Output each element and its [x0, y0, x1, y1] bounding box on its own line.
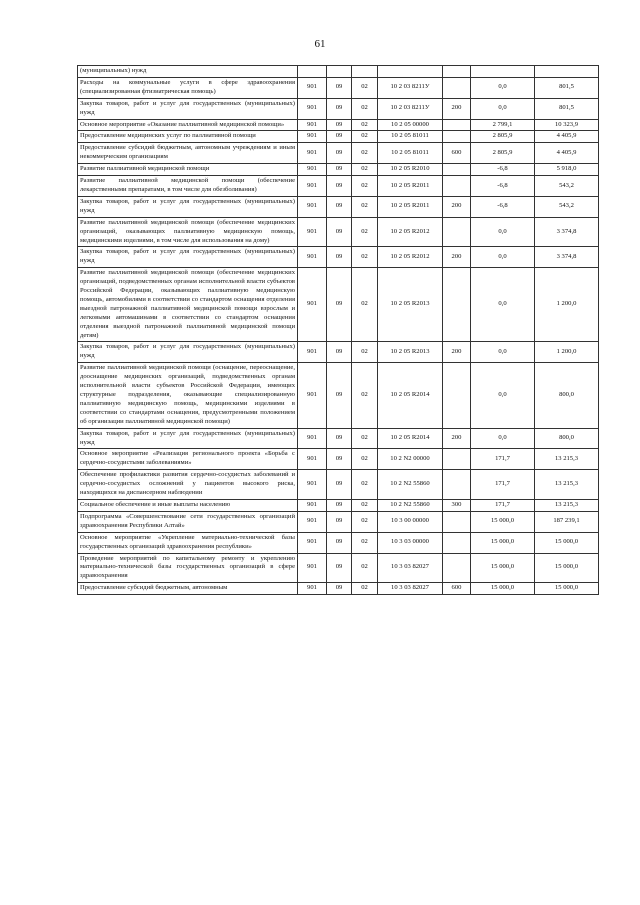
target-article-cell: 10 3 03 00000: [378, 532, 443, 553]
amount-2-cell: 10 323,9: [535, 119, 599, 131]
admin-code-cell: 901: [298, 553, 327, 583]
section-code-cell: 09: [327, 268, 352, 342]
target-article-cell: 10 2 05 R2012: [378, 247, 443, 268]
amount-1-cell: 2 799,1: [471, 119, 535, 131]
amount-2-cell: 4 405,9: [535, 131, 599, 143]
admin-code-cell: 901: [298, 470, 327, 500]
admin-code-cell: 901: [298, 164, 327, 176]
amount-1-cell: 0,0: [471, 428, 535, 449]
table-row: [78, 449, 599, 470]
section-code-cell: 09: [327, 428, 352, 449]
expense-type-cell: [443, 119, 471, 131]
section-code-cell: 09: [327, 164, 352, 176]
amount-1-cell: 0,0: [471, 247, 535, 268]
expense-type-cell: [443, 449, 471, 470]
table-row: [78, 583, 599, 595]
table-row: [78, 131, 599, 143]
target-article-cell: 10 3 03 82027: [378, 583, 443, 595]
expense-type-cell: [443, 77, 471, 98]
target-article-cell: 10 2 05 R2014: [378, 363, 443, 428]
target-article-cell: 10 2 05 R2013: [378, 268, 443, 342]
amount-1-cell: 2 805,9: [471, 131, 535, 143]
amount-1-cell: -6,8: [471, 164, 535, 176]
amount-2-cell: 15 000,0: [535, 532, 599, 553]
admin-code-cell: 901: [298, 131, 327, 143]
target-article-cell: 10 2 05 R2013: [378, 342, 443, 363]
target-article-cell: [378, 66, 443, 78]
admin-code-cell: 901: [298, 532, 327, 553]
subsection-code-cell: [352, 66, 378, 78]
row-name-cell: Предоставление медицинских услуг по паллиативной помощи: [78, 131, 298, 143]
row-name-cell: Развитие паллиативной медицинской помощи (обеспечение медицинских организаций, оказывающих паллиативную медицинскую помощь, медицинскими изделиями, в том числе для использования на дому): [78, 217, 298, 247]
admin-code-cell: 901: [298, 268, 327, 342]
table-row: [78, 164, 599, 176]
amount-1-cell: 15 000,0: [471, 583, 535, 595]
subsection-code-cell: 02: [352, 143, 378, 164]
row-name-cell: Расходы на коммунальные услуги в сфере здравоохранения (специализированная фтизиатрическая помощь): [78, 77, 298, 98]
row-name-cell: Закупка товаров, работ и услуг для государственных (муниципальных) нужд: [78, 196, 298, 217]
target-article-cell: 10 2 03 8211У: [378, 77, 443, 98]
expense-type-cell: 200: [443, 247, 471, 268]
admin-code-cell: 901: [298, 499, 327, 511]
target-article-cell: 10 3 00 00000: [378, 511, 443, 532]
page-number: 61: [314, 38, 326, 50]
row-name-cell: Предоставление субсидий бюджетным, автономным: [78, 583, 298, 595]
expense-type-cell: [443, 268, 471, 342]
admin-code-cell: 901: [298, 196, 327, 217]
expense-type-cell: [443, 553, 471, 583]
section-code-cell: 09: [327, 176, 352, 197]
section-code-cell: 09: [327, 449, 352, 470]
target-article-cell: 10 2 N2 55860: [378, 499, 443, 511]
target-article-cell: 10 2 05 81011: [378, 143, 443, 164]
row-name-cell: Закупка товаров, работ и услуг для государственных (муниципальных) нужд: [78, 247, 298, 268]
admin-code-cell: 901: [298, 143, 327, 164]
amount-1-cell: 0,0: [471, 268, 535, 342]
amount-2-cell: 187 239,1: [535, 511, 599, 532]
target-article-cell: 10 3 03 82027: [378, 553, 443, 583]
section-code-cell: [327, 66, 352, 78]
expense-type-cell: [443, 532, 471, 553]
admin-code-cell: 901: [298, 428, 327, 449]
subsection-code-cell: 02: [352, 428, 378, 449]
amount-1-cell: 0,0: [471, 98, 535, 119]
row-name-cell: Развитие паллиативной медицинской помощи (оснащение, переоснащение, дооснащение медицинских организаций, подведомственных органам исполнительной власти субъектов Российской Федерации, имеющих структурные подразделения, оказывающие специализированную паллиативную медицинскую помощь, медицинскими изделиями в соответствии со стандартами оснащения, предусмотренными положением об организации паллиативной медицинской помощи): [78, 363, 298, 428]
table-row: [78, 499, 599, 511]
subsection-code-cell: 02: [352, 499, 378, 511]
admin-code-cell: [298, 66, 327, 78]
section-code-cell: 09: [327, 511, 352, 532]
target-article-cell: 10 2 05 R2011: [378, 176, 443, 197]
expense-type-cell: 200: [443, 428, 471, 449]
target-article-cell: 10 2 03 8211У: [378, 98, 443, 119]
admin-code-cell: 901: [298, 511, 327, 532]
amount-1-cell: 15 000,0: [471, 511, 535, 532]
amount-2-cell: 1 200,0: [535, 268, 599, 342]
row-name-cell: Развитие паллиативной медицинской помощи: [78, 164, 298, 176]
expense-type-cell: 300: [443, 499, 471, 511]
target-article-cell: 10 2 05 81011: [378, 131, 443, 143]
subsection-code-cell: 02: [352, 119, 378, 131]
table-row: [78, 77, 599, 98]
subsection-code-cell: 02: [352, 131, 378, 143]
expense-type-cell: 600: [443, 583, 471, 595]
admin-code-cell: 901: [298, 98, 327, 119]
amount-2-cell: 801,5: [535, 77, 599, 98]
amount-1-cell: 0,0: [471, 342, 535, 363]
table-row: [78, 342, 599, 363]
section-code-cell: 09: [327, 247, 352, 268]
target-article-cell: 10 2 05 00000: [378, 119, 443, 131]
row-name-cell: Закупка товаров, работ и услуг для государственных (муниципальных) нужд: [78, 98, 298, 119]
expense-type-cell: [443, 164, 471, 176]
table-row: [78, 247, 599, 268]
table-row: [78, 268, 599, 342]
section-code-cell: 09: [327, 470, 352, 500]
amount-1-cell: [471, 66, 535, 78]
subsection-code-cell: 02: [352, 77, 378, 98]
amount-2-cell: [535, 66, 599, 78]
amount-2-cell: 800,0: [535, 428, 599, 449]
amount-2-cell: 1 200,0: [535, 342, 599, 363]
section-code-cell: 09: [327, 499, 352, 511]
subsection-code-cell: 02: [352, 583, 378, 595]
row-name-cell: Обеспечение профилактики развития сердечно-сосудистых заболеваний и сердечно-сосудистых осложнений у пациентов высокого риска, находящихся на диспансерном наблюдении: [78, 470, 298, 500]
amount-1-cell: 2 805,9: [471, 143, 535, 164]
amount-2-cell: 15 000,0: [535, 553, 599, 583]
amount-1-cell: 0,0: [471, 363, 535, 428]
amount-1-cell: 15 000,0: [471, 532, 535, 553]
admin-code-cell: 901: [298, 247, 327, 268]
subsection-code-cell: 02: [352, 532, 378, 553]
section-code-cell: 09: [327, 131, 352, 143]
section-code-cell: 09: [327, 119, 352, 131]
amount-1-cell: 171,7: [471, 470, 535, 500]
expense-type-cell: 200: [443, 342, 471, 363]
target-article-cell: 10 2 05 R2011: [378, 196, 443, 217]
admin-code-cell: 901: [298, 449, 327, 470]
section-code-cell: 09: [327, 553, 352, 583]
row-name-cell: Развитие паллиативной медицинской помощи (обеспечение медицинских организаций, подведомственных органам исполнительной власти субъектов Российской Федерации, оказывающих паллиативную медицинскую помощь, автомобилями в соответствии со стандартом оснащения отделения выездной патронажной паллиативной медицинской помощи взрослым и легковыми автомашинами в соответствии со стандартом оснащения отделения выездной патронажной паллиативной медицинской помощи детям): [78, 268, 298, 342]
section-code-cell: 09: [327, 583, 352, 595]
expense-type-cell: 200: [443, 196, 471, 217]
table-row: [78, 532, 599, 553]
row-name-cell: (муниципальных) нужд: [78, 66, 298, 78]
expense-type-cell: 200: [443, 98, 471, 119]
subsection-code-cell: 02: [352, 470, 378, 500]
admin-code-cell: 901: [298, 77, 327, 98]
amount-2-cell: 543,2: [535, 196, 599, 217]
amount-1-cell: 15 000,0: [471, 553, 535, 583]
row-name-cell: Основное мероприятие «Укрепление материально-технической базы государственных организаций здравоохранения республики»: [78, 532, 298, 553]
amount-2-cell: 3 374,8: [535, 217, 599, 247]
amount-2-cell: 13 215,3: [535, 449, 599, 470]
admin-code-cell: 901: [298, 583, 327, 595]
table-row: [78, 143, 599, 164]
amount-2-cell: 801,5: [535, 98, 599, 119]
table-row: [78, 553, 599, 583]
row-name-cell: Основное мероприятие «Оказание паллиативной медицинской помощи»: [78, 119, 298, 131]
amount-2-cell: 800,0: [535, 363, 599, 428]
table-row: [78, 196, 599, 217]
expense-type-cell: [443, 176, 471, 197]
admin-code-cell: 901: [298, 363, 327, 428]
amount-1-cell: 171,7: [471, 449, 535, 470]
subsection-code-cell: 02: [352, 342, 378, 363]
row-name-cell: Основное мероприятие «Реализация регионального проекта «Борьба с сердечно-сосудистыми заболеваниями»: [78, 449, 298, 470]
target-article-cell: 10 2 05 R2014: [378, 428, 443, 449]
subsection-code-cell: 02: [352, 268, 378, 342]
amount-2-cell: 5 918,0: [535, 164, 599, 176]
row-name-cell: Проведение мероприятий по капитальному ремонту и укреплению материально-технической базы государственных организаций в сфере здравоохранения: [78, 553, 298, 583]
amount-1-cell: 0,0: [471, 217, 535, 247]
expense-type-cell: [443, 217, 471, 247]
table-row: [78, 511, 599, 532]
amount-2-cell: 13 215,3: [535, 499, 599, 511]
amount-1-cell: -6,8: [471, 176, 535, 197]
table-row: [78, 176, 599, 197]
amount-2-cell: 4 405,9: [535, 143, 599, 164]
subsection-code-cell: 02: [352, 196, 378, 217]
expense-type-cell: [443, 363, 471, 428]
expense-type-cell: [443, 470, 471, 500]
table-row: [78, 98, 599, 119]
subsection-code-cell: 02: [352, 176, 378, 197]
target-article-cell: 10 2 05 R2010: [378, 164, 443, 176]
expense-type-cell: [443, 66, 471, 78]
subsection-code-cell: 02: [352, 217, 378, 247]
expense-type-cell: [443, 511, 471, 532]
subsection-code-cell: 02: [352, 511, 378, 532]
target-article-cell: 10 2 N2 55860: [378, 470, 443, 500]
table-row: [78, 119, 599, 131]
subsection-code-cell: 02: [352, 98, 378, 119]
row-name-cell: Подпрограмма «Совершенствование сети государственных организаций здравоохранения Республики Алтай»: [78, 511, 298, 532]
subsection-code-cell: 02: [352, 247, 378, 268]
section-code-cell: 09: [327, 342, 352, 363]
table-row: [78, 470, 599, 500]
section-code-cell: 09: [327, 143, 352, 164]
table-row: [78, 66, 599, 78]
subsection-code-cell: 02: [352, 449, 378, 470]
section-code-cell: 09: [327, 363, 352, 428]
row-name-cell: Закупка товаров, работ и услуг для государственных (муниципальных) нужд: [78, 428, 298, 449]
amount-2-cell: 543,2: [535, 176, 599, 197]
row-name-cell: Предоставление субсидий бюджетным, автономным учреждениям и иным некоммерческим организациям: [78, 143, 298, 164]
row-name-cell: Закупка товаров, работ и услуг для государственных (муниципальных) нужд: [78, 342, 298, 363]
table-row: [78, 363, 599, 428]
admin-code-cell: 901: [298, 217, 327, 247]
table-body: [78, 66, 599, 595]
section-code-cell: 09: [327, 98, 352, 119]
row-name-cell: Социальное обеспечение и иные выплаты населению: [78, 499, 298, 511]
expense-type-cell: 600: [443, 143, 471, 164]
section-code-cell: 09: [327, 217, 352, 247]
subsection-code-cell: 02: [352, 553, 378, 583]
row-name-cell: Развитие паллиативной медицинской помощи (обеспечение лекарственными препаратами, в том числе для обезболивания): [78, 176, 298, 197]
admin-code-cell: 901: [298, 342, 327, 363]
section-code-cell: 09: [327, 77, 352, 98]
section-code-cell: 09: [327, 196, 352, 217]
budget-table: [77, 65, 599, 595]
target-article-cell: 10 2 N2 00000: [378, 449, 443, 470]
amount-1-cell: 171,7: [471, 499, 535, 511]
table-row: [78, 428, 599, 449]
amount-1-cell: -6,8: [471, 196, 535, 217]
admin-code-cell: 901: [298, 119, 327, 131]
target-article-cell: 10 2 05 R2012: [378, 217, 443, 247]
amount-2-cell: 15 000,0: [535, 583, 599, 595]
amount-1-cell: 0,0: [471, 77, 535, 98]
amount-2-cell: 3 374,8: [535, 247, 599, 268]
amount-2-cell: 13 215,3: [535, 470, 599, 500]
admin-code-cell: 901: [298, 176, 327, 197]
section-code-cell: 09: [327, 532, 352, 553]
subsection-code-cell: 02: [352, 363, 378, 428]
expense-type-cell: [443, 131, 471, 143]
subsection-code-cell: 02: [352, 164, 378, 176]
table-row: [78, 217, 599, 247]
